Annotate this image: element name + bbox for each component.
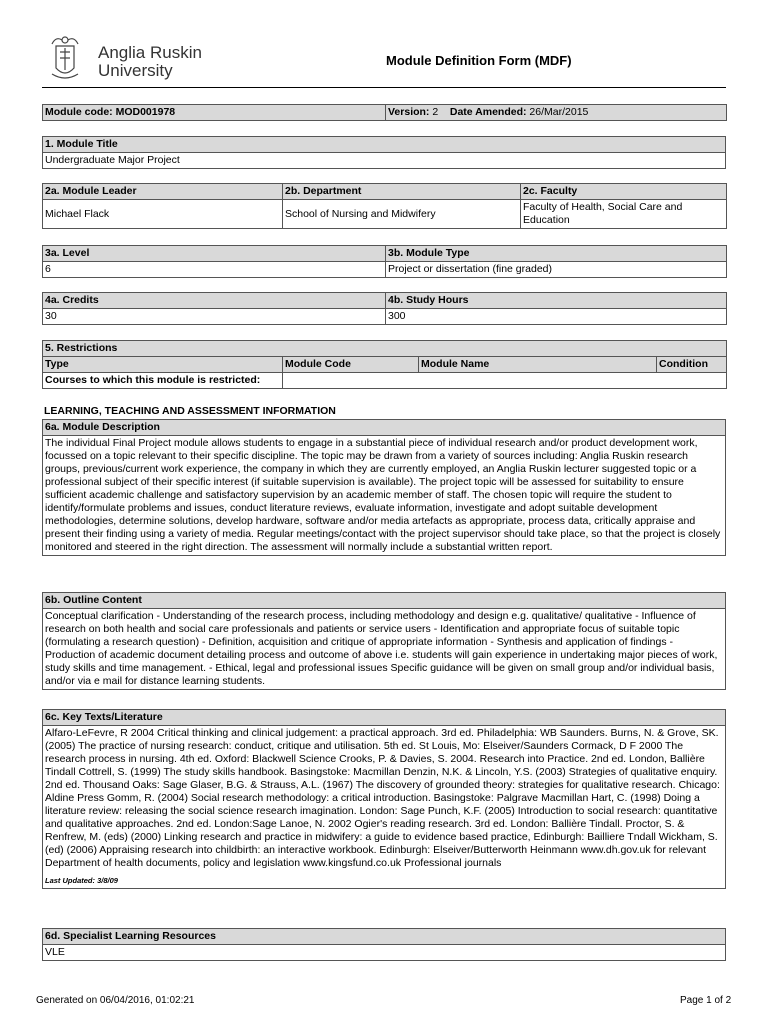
key-texts-text: Alfaro-LeFevre, R 2004 Critical thinking and clinical judgement: a practical approach. 3rd ed. Philadelphia: WB Saunders. Burns, N. & Grove, SK. (2005) The practice of nursing research: conduct, critique and utilisation. 5th ed. St Louis, Mo: Elseiver/Saunders Cormack, D F 2000 The research process in nursing. 4th ed. Oxford: Blackwell Science Crooks, P. & Davies, S. 2004. Research into Practice. 2nd ed. London, Ballière Tindall Cottrell, S. (1999) The study skills handbook. Basingstoke: Macmillan Denzin, N.K. & Lincoln, Y.S. (2003) Strategies of qualitative enquiry. 2nd ed. Thousand Oaks: Sage Glaser, B.G. & Strauss, A.L. (1967) The discovery of grounded theory: strategies for qualitative research. Chicago: Aldine Press Gomm, R. (2004) Social research methodology: a critical introduction. Basingstoke: Palgrave Macmillan Hart, C. (1998) Doing a literature review: releasing the social science research imagination. London: Sage Punch, K.F. (2005) Introduction to social research: quantitative and qualitative approaches. 2nd ed. London:Sage Lanoe, N. 2002 Ogier's reading research. 3rd ed. London: Ballière Tindall. Proctor, S. & Renfrew, M. (eds) (2000) Linking research and practice in midwifery: a guide to evidence based practice, Edinburgh: Bailliere Tndall Wickham, S. (ed) (2006) Appraising research into childbirth: an interactive workbook. Edinburgh: Elseiver/Butterworth Heinmann www.dh.gov.uk for relevant Department of health documents, policy and legislation www.kingsfund.co.uk Professional journals [45, 727, 720, 869]
module-type-value: Project or dissertation (fine graded) [386, 262, 727, 278]
restrictions-col-name: Module Name [419, 357, 657, 373]
department-value: School of Nursing and Midwifery [283, 200, 521, 229]
page-number: Page 1 of 2 [680, 995, 732, 1006]
key-texts-label: 6c. Key Texts/Literature [43, 710, 726, 726]
version-label: Version: [388, 106, 430, 118]
level-table [42, 245, 727, 278]
module-meta-table [42, 104, 727, 121]
study-hours-value: 300 [386, 309, 727, 325]
module-title-label: 1. Module Title [43, 137, 726, 153]
restrictions-label: 5. Restrictions [43, 341, 727, 357]
department-label: 2b. Department [283, 184, 521, 200]
module-leader-table [42, 183, 727, 229]
credits-table [42, 292, 727, 325]
learning-resources-value: VLE [43, 945, 726, 961]
module-title-table [42, 136, 726, 169]
module-leader-value: Michael Flack [43, 200, 283, 229]
outline-content-text: Conceptual clarification - Understanding of the research process, including methodology and design e.g. qualitative/ qualitative - Influence of research on both health and social care professionals and patients or service users - Identification and appropriate focus of suitable topic (formulating a research question) - Definition, acquisition and critique of appropriate information - Synthesis and application of findings - Production of academic document detailing process and outcome of above i.e. students will gain experience in undertaking major pieces of work, study skills and time management. - Ethical, legal and professional issues Specific guidance will be given on small group and/or individual basis, and/or via e mail for distance learning students. [43, 609, 726, 690]
module-code-cell [43, 105, 386, 121]
faculty-label: 2c. Faculty [521, 184, 727, 200]
learning-resources-label: 6d. Specialist Learning Resources [43, 929, 726, 945]
faculty-value: Faculty of Health, Social Care and Education [521, 200, 727, 229]
module-type-label: 3b. Module Type [386, 246, 727, 262]
module-code-label: Module code: [45, 106, 113, 118]
date-amended-value: 26/Mar/2015 [529, 106, 589, 118]
date-amended-label: Date Amended: [449, 106, 527, 118]
form-title: Module Definition Form (MDF) [386, 53, 572, 68]
generated-timestamp: Generated on 06/04/2016, 01:02:21 [36, 995, 195, 1006]
level-label: 3a. Level [43, 246, 386, 262]
study-hours-label: 4b. Study Hours [386, 293, 727, 309]
credits-value: 30 [43, 309, 386, 325]
level-value: 6 [43, 262, 386, 278]
key-texts-cell [43, 726, 726, 889]
logo-line-1: Anglia Ruskin [98, 43, 202, 62]
restricted-courses-label: Courses to which this module is restricted: [43, 373, 283, 389]
last-updated: Last Updated: 3/8/09 [45, 876, 118, 885]
restrictions-col-condition: Condition [657, 357, 727, 373]
module-title-value: Undergraduate Major Project [43, 153, 726, 169]
header-divider [42, 87, 726, 88]
module-code-value: MOD001978 [115, 106, 176, 118]
outline-content-table [42, 592, 726, 690]
module-description-table [42, 419, 726, 556]
restrictions-col-type: Type [43, 357, 283, 373]
module-description-text: The individual Final Project module allows students to engage in a substantial piece of individual research and/or product development work, focussed on a topic relevant to their specific discipline. The topic may be drawn from a variety of sources including: Anglia Ruskin research groups, previous/current work experience, the company in which they are currently employed, an Anglia Ruskin lecturer suggested topic or a professional subject of their specific interest (if suitable supervision is available). The project topic will be assessed for suitability to ensure sufficient academic challenge and satisfactory supervision by an academic member of staff. The chosen topic will require the student to identify/formulate problems and issues, conduct literature reviews, evaluate information, investigate and adopt suitable development methodologies, determine solutions, develop hardware, software and/or media artefacts as appropriate, process data, critically appraise and present their finding using a variety of media. Regular meetings/contact with the project supervisor should take place, so that the project is closely monitored and steered in the right direction. The assessment will normally include a substantial written report. [43, 436, 726, 556]
lta-heading: LEARNING, TEACHING AND ASSESSMENT INFORMATION [44, 405, 336, 417]
learning-resources-table [42, 928, 726, 961]
restrictions-table [42, 340, 727, 389]
restricted-courses-value [283, 373, 727, 389]
university-name [98, 44, 202, 80]
version-cell [386, 105, 727, 121]
outline-content-label: 6b. Outline Content [43, 593, 726, 609]
logo-line-2: University [98, 61, 173, 80]
version-value: 2 [432, 106, 439, 118]
module-description-label: 6a. Module Description [43, 420, 726, 436]
key-texts-table [42, 709, 726, 889]
restrictions-col-code: Module Code [283, 357, 419, 373]
credits-label: 4a. Credits [43, 293, 386, 309]
module-leader-label: 2a. Module Leader [43, 184, 283, 200]
